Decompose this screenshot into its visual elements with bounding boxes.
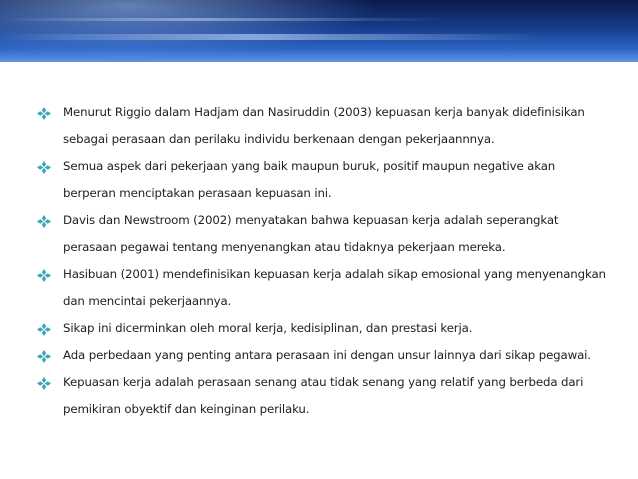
bullet-item — [37, 99, 607, 153]
bullet-text: Ada perbedaan yang penting antara perasaan ini dengan unsur lainnya dari sikap pegawai. — [63, 348, 591, 362]
bullet-text: Semua aspek dari pekerjaan yang baik maupun buruk, positif maupun negative akan berperan menciptakan perasaan kepuasan ini. — [63, 159, 556, 200]
diamond-bullet-icon — [37, 269, 51, 282]
diamond-bullet-icon — [37, 377, 51, 390]
diamond-bullet-icon — [37, 215, 51, 228]
bullet-item — [37, 153, 607, 207]
diamond-bullet-icon — [37, 323, 51, 336]
bullet-text: Menurut Riggio dalam Hadjam dan Nasiruddin (2003) kepuasan kerja banyak didefinisikan sebagai perasaan dan perilaku individu berkenaan dengan pekerjaannnya. — [63, 105, 585, 146]
bullet-item — [37, 315, 607, 342]
bullet-text: Davis dan Newstroom (2002) menyatakan bahwa kepuasan kerja adalah seperangkat perasaan pegawai tentang menyenangkan atau tidaknya pekerjaan mereka. — [63, 213, 559, 254]
bullet-item — [37, 342, 607, 369]
header-banner — [0, 0, 638, 62]
bullet-text: Kepuasan kerja adalah perasaan senang atau tidak senang yang relatif yang berbeda dari pemikiran obyektif dan keinginan perilaku. — [63, 375, 584, 416]
bullet-text: Hasibuan (2001) mendefinisikan kepuasan kerja adalah sikap emosional yang menyenangkan dan mencintai pekerjaannya. — [63, 267, 606, 308]
bullet-item — [37, 369, 607, 423]
bullet-text: Sikap ini dicerminkan oleh moral kerja, kedisiplinan, dan prestasi kerja. — [63, 321, 473, 335]
diamond-bullet-icon — [37, 350, 51, 363]
diamond-bullet-icon — [37, 161, 51, 174]
bullet-item — [37, 261, 607, 315]
bullet-item — [37, 207, 607, 261]
slide-content — [37, 99, 607, 423]
banner-light-streak — [0, 18, 638, 21]
diamond-bullet-icon — [37, 107, 51, 120]
